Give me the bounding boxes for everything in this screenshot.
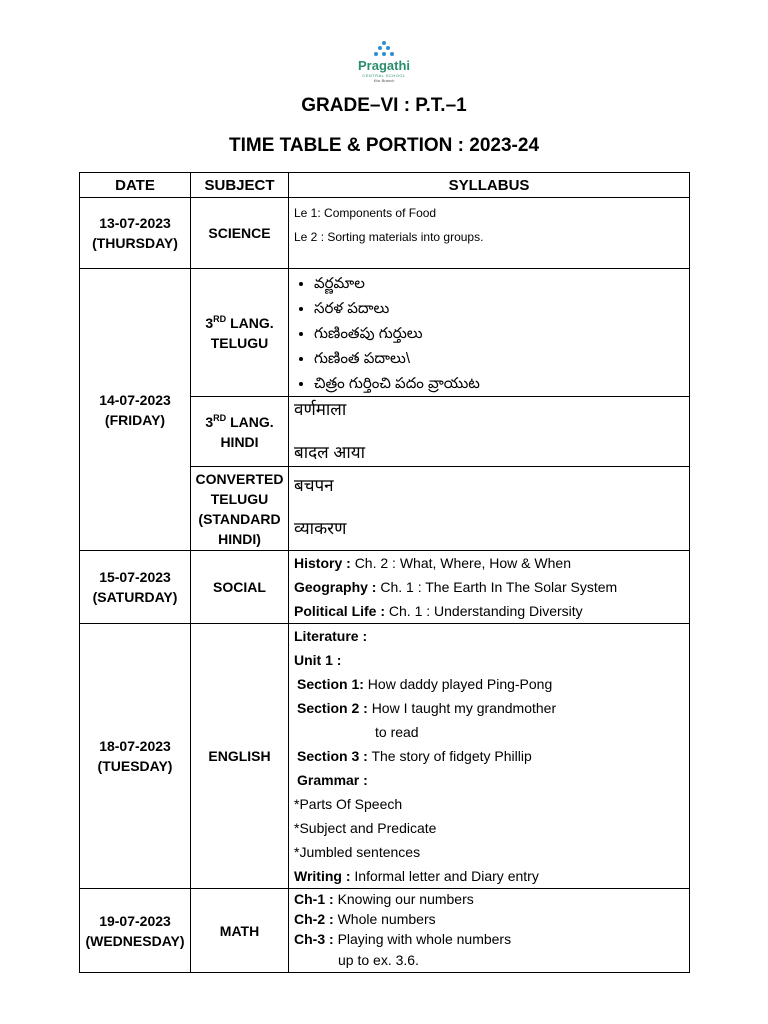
syllabus-line: Le 1: Components of Food: [294, 206, 437, 220]
syllabus-line: [294, 864, 689, 888]
syllabus-label: Ch-1 :: [294, 891, 334, 907]
subject-name: TELUGU: [210, 334, 269, 351]
syllabus-heading: Grammar :: [297, 772, 368, 788]
timetable: [79, 172, 690, 973]
lang-label: LANG.: [230, 314, 274, 331]
list-item: • వర్ణమాల: [314, 271, 689, 296]
subject-line: TELUGU: [210, 490, 269, 507]
syllabus-label: Section 1:: [297, 676, 364, 692]
date: 15-07-2023: [99, 569, 171, 585]
subject-line: (STANDARD: [198, 510, 281, 527]
syllabus-text: Ch. 2 : What, Where, How & When: [354, 555, 571, 571]
header-date: DATE: [80, 173, 191, 198]
syllabus-list: [294, 271, 689, 396]
subject-cell: SOCIAL: [191, 551, 289, 624]
lang-ordinal-suffix: RD: [213, 313, 227, 324]
syllabus-cell: [289, 397, 690, 467]
header-row: [80, 173, 690, 198]
logo-dots-icon: [373, 40, 395, 58]
subject-name: HINDI: [220, 433, 259, 450]
header-subject: SUBJECT: [191, 173, 289, 198]
list-item: • గుణింతపు గుర్తులు: [314, 321, 689, 346]
subject-cell: ENGLISH: [191, 624, 289, 889]
syllabus-line: बादल आया: [294, 443, 366, 462]
syllabus-text: Knowing our numbers: [337, 891, 474, 907]
day: (TUESDAY): [97, 758, 173, 774]
syllabus-label: Geography :: [294, 579, 377, 595]
syllabus-label: Section 3 :: [297, 748, 368, 764]
syllabus-text: Playing with whole numbers: [337, 931, 512, 947]
syllabus-text: Whole numbers: [337, 911, 436, 927]
table-row: [80, 889, 690, 973]
syllabus-line: [294, 575, 689, 599]
syllabus-line: वर्णमाला: [294, 400, 347, 419]
date: 13-07-2023: [99, 215, 171, 231]
school-logo: [340, 40, 428, 83]
date-cell: [80, 624, 191, 889]
table-row: [80, 624, 690, 889]
syllabus-line: [294, 929, 689, 950]
date-cell: [80, 269, 191, 551]
syllabus-text: Ch. 1 : Understanding Diversity: [388, 603, 583, 619]
syllabus-heading: Literature :: [294, 628, 368, 644]
syllabus-text: How daddy played Ping-Pong: [367, 676, 553, 692]
date: 14-07-2023: [99, 391, 171, 408]
syllabus-line: [294, 551, 689, 575]
logo-subtitle: CENTRAL SCHOOL: [362, 73, 406, 78]
syllabus-line: to read: [375, 724, 419, 740]
syllabus-line: [294, 909, 689, 929]
syllabus-line: [294, 696, 689, 720]
subject-cell: SCIENCE: [191, 198, 289, 269]
syllabus-cell: [289, 889, 690, 973]
syllabus-text: How I taught my grandmother: [371, 700, 557, 716]
date: 18-07-2023: [99, 738, 171, 754]
lang-ordinal: 3: [205, 314, 214, 331]
subject-cell: [191, 269, 289, 397]
logo-location: Kisr Branch: [373, 78, 395, 83]
syllabus-text: Ch. 1 : The Earth In The Solar System: [380, 579, 618, 595]
subject-cell: [191, 397, 289, 467]
syllabus-line: *Subject and Predicate: [294, 820, 437, 836]
syllabus-text: Informal letter and Diary entry: [354, 868, 539, 884]
page-subtitle: TIME TABLE & PORTION : 2023-24: [228, 135, 540, 156]
syllabus-cell: [289, 467, 690, 551]
lang-ordinal: 3: [205, 413, 214, 430]
lang-ordinal-suffix: RD: [213, 412, 227, 423]
subject-cell: [191, 467, 289, 551]
date-cell: [80, 198, 191, 269]
date: 19-07-2023: [99, 912, 171, 929]
list-item: • గుణింత పదాలు\: [314, 346, 689, 371]
subject-cell: MATH: [191, 889, 289, 973]
syllabus-line: व्याकरण: [294, 519, 347, 538]
syllabus-line: [294, 889, 689, 909]
syllabus-label: History :: [294, 555, 351, 571]
syllabus-heading: Unit 1 :: [294, 652, 342, 668]
syllabus-line: Le 2 : Sorting materials into groups.: [294, 230, 484, 244]
syllabus-label: Ch-3 :: [294, 931, 334, 947]
list-item: • చిత్రం గుర్తించి పదం వ్రాయుట: [314, 371, 689, 396]
list-item: • సరళ పదాలు: [314, 296, 689, 321]
day: (FRIDAY): [104, 411, 166, 428]
table-row: [80, 198, 690, 269]
subject-line: HINDI): [218, 530, 261, 547]
logo-name: Pragathi: [357, 58, 410, 73]
day: (WEDNESDAY): [85, 932, 185, 949]
lang-label: LANG.: [230, 413, 274, 430]
syllabus-line: up to ex. 3.6.: [338, 952, 419, 968]
syllabus-label: Ch-2 :: [294, 911, 334, 927]
subject-line: [191, 313, 288, 333]
page-title: GRADE–VI : P.T.–1: [301, 95, 467, 116]
date-cell: [80, 551, 191, 624]
syllabus-cell: [289, 269, 690, 397]
syllabus-line: [294, 599, 689, 623]
syllabus-label: Writing :: [294, 868, 351, 884]
syllabus-line: बचपन: [294, 476, 334, 495]
header-syllabus: SYLLABUS: [289, 173, 690, 198]
date-cell: [80, 889, 191, 973]
day: (SATURDAY): [92, 589, 178, 605]
syllabus-cell: [289, 551, 690, 624]
syllabus-cell: [289, 198, 690, 269]
table-row: [80, 269, 690, 397]
syllabus-line: [294, 672, 689, 696]
syllabus-line: *Jumbled sentences: [294, 844, 421, 860]
syllabus-label: Political Life :: [294, 603, 386, 619]
syllabus-line: [294, 744, 689, 768]
syllabus-cell: [289, 624, 690, 889]
syllabus-line: *Parts Of Speech: [294, 796, 403, 812]
syllabus-label: Section 2 :: [297, 700, 368, 716]
table-row: [80, 551, 690, 624]
day: (THURSDAY): [92, 235, 178, 251]
subject-line: [191, 412, 288, 432]
syllabus-text: The story of fidgety Phillip: [371, 748, 532, 764]
subject-line: CONVERTED: [195, 470, 284, 487]
